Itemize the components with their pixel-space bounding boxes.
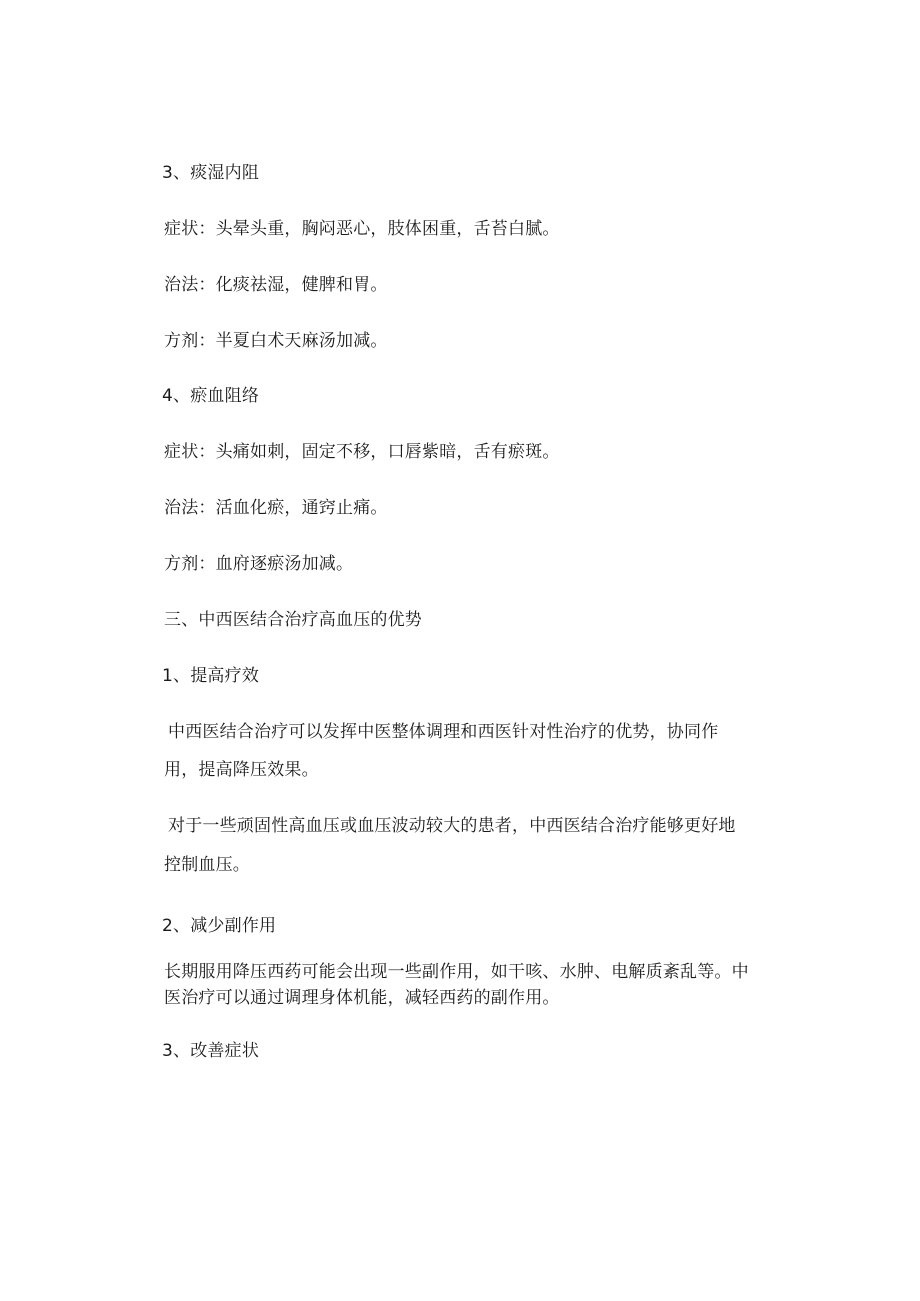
paragraph-line: 对于一些顽固性高血压或血压波动较大的患者，中西医结合治疗能够更好地 — [168, 816, 736, 836]
heading-tanshi-neizu: 3、痰湿内阻 — [162, 163, 260, 183]
paragraph-efficacy-2 — [168, 816, 736, 836]
paragraph-efficacy-2-cont — [164, 855, 250, 875]
paragraph-line: 用，提高降压效果。 — [164, 760, 319, 780]
paragraph-line: 中西医结合治疗可以发挥中医整体调理和西医针对性治疗的优势，协同作 — [168, 722, 719, 742]
symptoms-line-tanshi: 症状：头晕头重，胸闷恶心，肢体困重，舌苔白腻。 — [164, 219, 560, 239]
paragraph-efficacy-1 — [168, 722, 718, 742]
paragraph-line: 医治疗可以通过调理身体机能，减轻西药的副作用。 — [164, 988, 560, 1008]
heading-improve-symptoms: 3、改善症状 — [162, 1041, 260, 1061]
treatment-method-tanshi: 治法：化痰祛湿，健脾和胃。 — [164, 275, 388, 295]
heading-reduce-side-effects: 2、减少副作用 — [162, 916, 277, 936]
paragraph-efficacy-1-cont — [164, 760, 319, 780]
heading-yuxue-zuluo: 4、瘀血阻络 — [162, 386, 260, 406]
paragraph-line: 长期服用降压西药可能会出现一些副作用，如干咳、水肿、电解质紊乱等。中 — [164, 962, 749, 982]
treatment-method-yuxue: 治法：活血化瘀，通窍止痛。 — [164, 498, 388, 518]
section-heading-advantages: 三、中西医结合治疗高血压的优势 — [164, 610, 422, 630]
heading-improve-efficacy: 1、提高疗效 — [162, 666, 260, 686]
paragraph-line: 控制血压。 — [164, 855, 250, 875]
prescription-yuxue: 方剂：血府逐瘀汤加减。 — [164, 554, 354, 574]
prescription-tanshi: 方剂：半夏白术天麻汤加减。 — [164, 331, 388, 351]
paragraph-side-effects — [164, 962, 749, 1008]
symptoms-line-yuxue: 症状：头痛如刺，固定不移，口唇紫暗，舌有瘀斑。 — [164, 442, 560, 462]
